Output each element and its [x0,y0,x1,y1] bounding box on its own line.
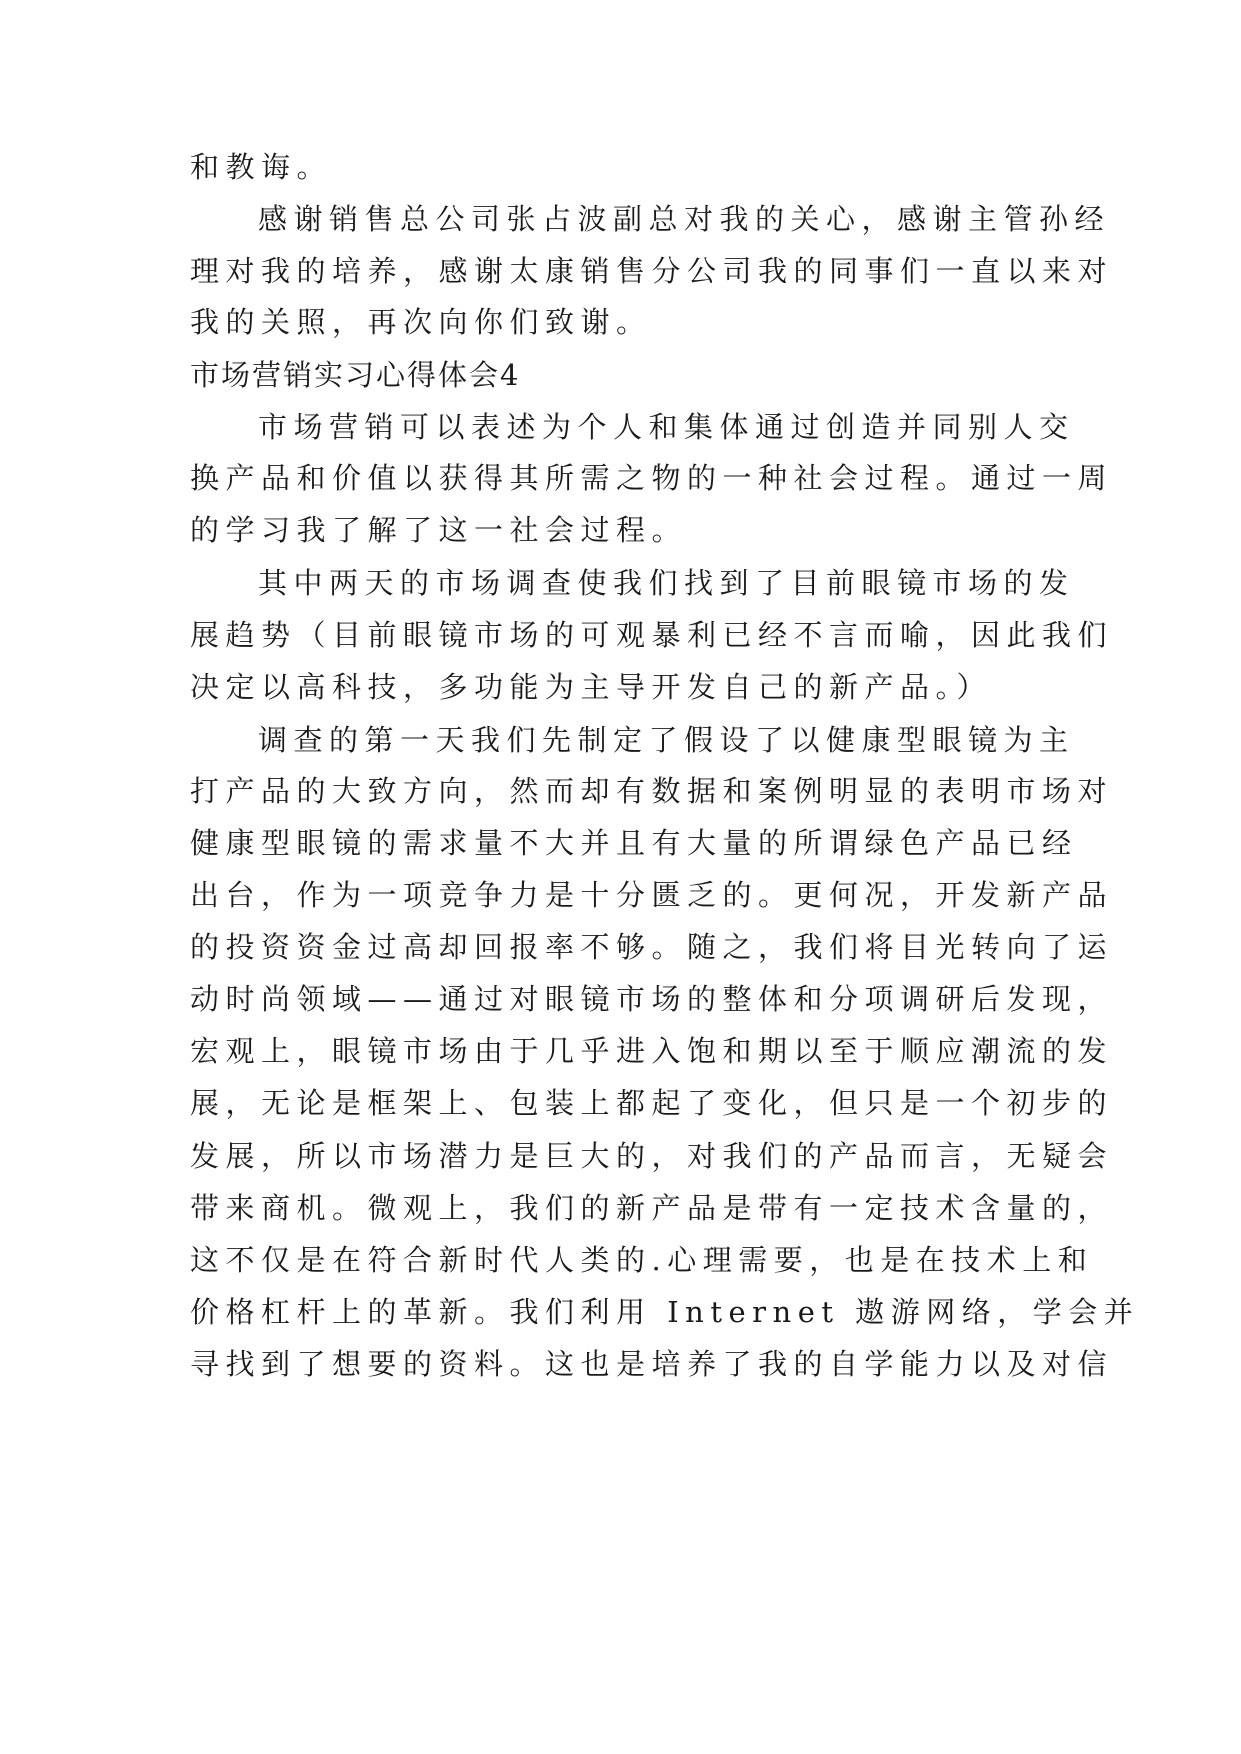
text-line: 我的关照，再次向你们致谢。 [190,305,652,339]
text-line: 决定以高科技，多功能为主导开发自己的新产品。） [190,670,993,704]
text-line: 这不仅是在符合新时代人类的.心理需要，也是在技术上和 [190,1243,1094,1277]
text-line: 和教诲。 [190,150,333,184]
paragraph-start-line: 市场营销可以表述为个人和集体通过创造并同别人交 [258,410,1075,444]
text-line: 动时尚领域——通过对眼镜市场的整体和分项调研后发现， [190,982,1114,1016]
paragraph-start-line: 调查的第一天我们先制定了假设了以健康型眼镜为主 [258,723,1075,757]
text-line: 价格杠杆上的革新。我们利用 Internet 遨游网络，学会并 [190,1295,1140,1329]
text-line: 打产品的大致方向，然而却有数据和案例明显的表明市场对 [190,774,1114,808]
text-line: 的投资资金过高却回报率不够。随之，我们将目光转向了运 [190,930,1114,964]
text-line: 寻找到了想要的资料。这也是培养了我的自学能力以及对信 [190,1347,1114,1381]
paragraph-start-line: 其中两天的市场调查使我们找到了目前眼镜市场的发 [258,566,1075,600]
section-heading: 市场营销实习心得体会4 [190,358,521,392]
text-line: 出台，作为一项竞争力是十分匮乏的。更何况，开发新产品 [190,878,1114,912]
text-line: 的学习我了解了这一社会过程。 [190,513,688,547]
text-line: 展，无论是框架上、包装上都起了变化，但只是一个初步的 [190,1086,1114,1120]
text-line: 带来商机。微观上，我们的新产品是带有一定技术含量的， [190,1191,1114,1225]
text-line: 换产品和价值以获得其所需之物的一种社会过程。通过一周 [190,461,1114,495]
text-line: 理对我的培养，感谢太康销售分公司我的同事们一直以来对 [190,254,1114,288]
paragraph-start-line: 感谢销售总公司张占波副总对我的关心，感谢主管孙经 [258,202,1111,236]
text-line: 宏观上，眼镜市场由于几乎进入饱和期以至于顺应潮流的发 [190,1034,1114,1068]
text-line: 健康型眼镜的需求量不大并且有大量的所谓绿色产品已经 [190,826,1078,860]
text-line: 发展，所以市场潜力是巨大的，对我们的产品而言，无疑会 [190,1139,1114,1173]
text-line: 展趋势（目前眼镜市场的可观暴利已经不言而喻，因此我们 [190,618,1114,652]
